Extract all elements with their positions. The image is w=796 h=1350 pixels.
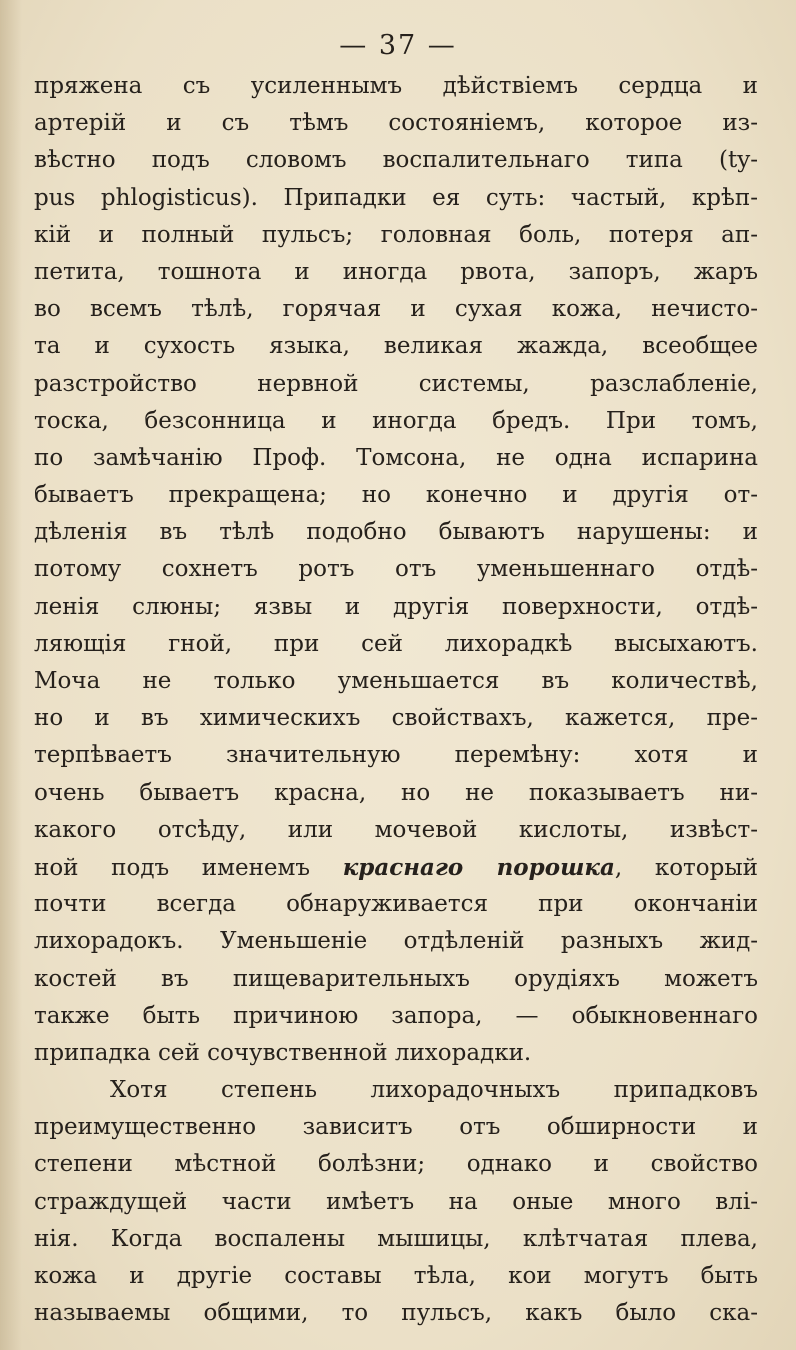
page-edge-shadow xyxy=(0,0,22,1350)
text-line: какого отсѣду, или мочевой кислоты, извѣст- xyxy=(34,816,758,843)
text-line-segment: ной подъ именемъ xyxy=(34,854,343,881)
text-line xyxy=(34,849,758,886)
text-line: но и въ химическихъ свойствахъ, кажется, пре- xyxy=(34,705,758,732)
text-line: кій и полный пульсъ; головная боль, потеря ап- xyxy=(34,221,758,248)
text-line: пряжена съ усиленнымъ дѣйствіемъ сердца и xyxy=(34,73,758,99)
text-line: ленія слюны; язвы и другія поверхности, отдѣ- xyxy=(34,593,758,620)
text-line: дѣленія въ тѣлѣ подобно бываютъ нарушены: и xyxy=(34,519,758,546)
emphasized-term: краснаго порошка xyxy=(342,853,615,881)
text-line: кожа и другіе составы тѣла, кои могутъ быть xyxy=(34,1263,758,1289)
text-line: костей въ пищеварительныхъ орудіяхъ можетъ xyxy=(34,965,758,992)
text-line: степени мѣстной болѣзни; однако и свойство xyxy=(34,1151,758,1178)
text-line: почти всегда обнаруживается при окончаніи xyxy=(34,891,758,918)
text-line: Хотя степень лихорадочныхъ припадковъ xyxy=(110,1077,758,1104)
text-line: потому сохнетъ ротъ отъ уменьшеннаго отдѣ- xyxy=(34,556,758,583)
text-line: лихорадокъ. Уменьшеніе отдѣленій разныхъ жид- xyxy=(34,928,758,955)
text-line: очень бываетъ красна, но не показываетъ ни- xyxy=(34,779,758,806)
text-line: бываетъ прекращена; но конечно и другія от- xyxy=(34,482,758,509)
text-line: Моча не только уменьшается въ количествѣ, xyxy=(34,668,758,694)
text-line: та и сухость языка, великая жажда, всеобщее xyxy=(34,333,758,360)
text-line: припадка сей сочувственной лихорадки. xyxy=(34,1039,532,1066)
text-line: ляющія гной, при сей лихорадкѣ высыхаютъ. xyxy=(34,630,758,657)
text-line-segment: , который xyxy=(614,854,758,881)
text-line: разстройство нервной системы, разслабленіе, xyxy=(34,370,758,397)
text-line: артерій и съ тѣмъ состояніемъ, которое из- xyxy=(34,110,758,137)
text-line: вѣстно подъ словомъ воспалительнаго типа (ty- xyxy=(34,147,758,174)
text-line: страждущей части имѣетъ на оные много влі- xyxy=(34,1188,758,1215)
page-number: — 37 — xyxy=(339,30,457,61)
body-text xyxy=(34,68,758,1332)
text-line: называемы общими, то пульсъ, какъ было ска- xyxy=(34,1300,758,1327)
text-line: по замѣчанію Проф. Томсона, не одна испарина xyxy=(34,444,758,471)
text-line: во всемъ тѣлѣ, горячая и сухая кожа, нечисто- xyxy=(34,296,758,323)
text-line: также быть причиною запора, — обыкновеннаго xyxy=(34,1002,758,1029)
text-line: pus phlogisticus). Припадки ея суть: частый, крѣп- xyxy=(34,184,758,211)
text-line: терпѣваетъ значительную перемѣну: хотя и xyxy=(34,742,758,769)
text-line: петита, тошнота и иногда рвота, запоръ, жаръ xyxy=(34,258,758,285)
text-line: преимущественно зависитъ отъ обширности и xyxy=(34,1114,758,1141)
text-line: нія. Когда воспалены мышицы, клѣтчатая плева, xyxy=(34,1225,758,1252)
text-line: тоска, безсонница и иногда бредъ. При томъ, xyxy=(34,407,758,434)
